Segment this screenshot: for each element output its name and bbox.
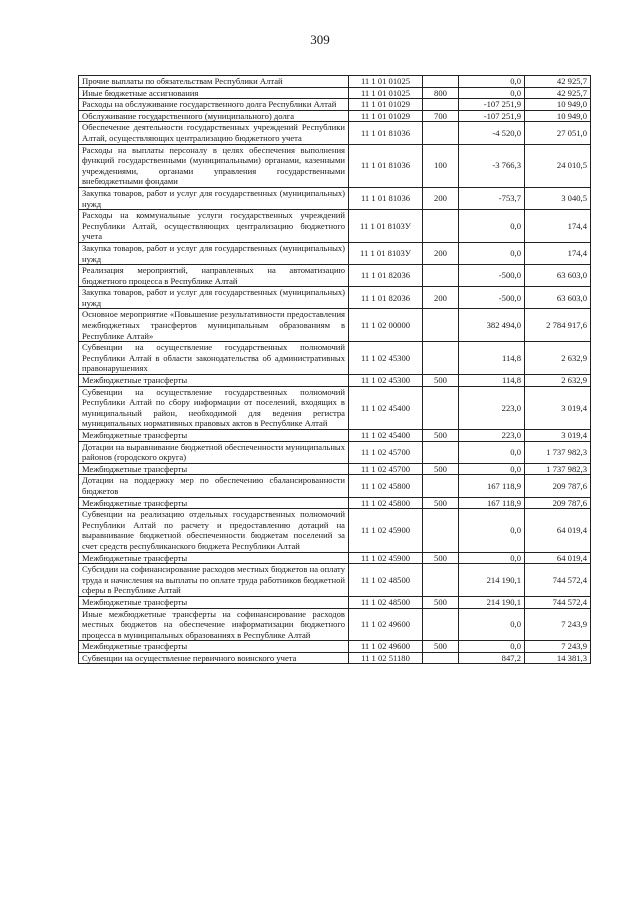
table-row: [79, 652, 591, 664]
row-total-cell: 42 925,7: [525, 76, 591, 88]
row-total-cell: 7 243,9: [525, 641, 591, 653]
row-name-cell: Обеспечение деятельности государственных учреждений Республики Алтай, осуществляющих централизацию бюджетного учета: [79, 122, 349, 144]
row-name-cell: Основное мероприятие «Повышение результативности предоставления межбюджетных трансфертов муниципальным образованиям в Республике Алтай»: [79, 309, 349, 342]
row-total-cell: 209 787,6: [525, 497, 591, 509]
row-type-cell: 500: [423, 375, 459, 387]
table-row: [79, 463, 591, 475]
row-code-cell: 11 1 02 45700: [349, 463, 423, 475]
row-type-cell: [423, 652, 459, 664]
row-name-cell: Реализация мероприятий, направленных на автоматизацию бюджетного процесса в Республике Алтай: [79, 265, 349, 287]
row-change-cell: 167 118,9: [459, 475, 525, 497]
table-row: [79, 110, 591, 122]
table-row: [79, 608, 591, 641]
row-name-cell: Межбюджетные трансферты: [79, 463, 349, 475]
row-total-cell: 14 381,3: [525, 652, 591, 664]
row-change-cell: 847,2: [459, 652, 525, 664]
row-change-cell: 114,8: [459, 342, 525, 375]
row-type-cell: [423, 475, 459, 497]
row-name-cell: Дотации на выравнивание бюджетной обеспеченности муниципальных районов (городского округа): [79, 441, 349, 463]
table-row: [79, 144, 591, 187]
row-name-cell: Межбюджетные трансферты: [79, 641, 349, 653]
row-name-cell: Межбюджетные трансферты: [79, 596, 349, 608]
row-type-cell: [423, 309, 459, 342]
row-code-cell: 11 1 02 51180: [349, 652, 423, 664]
row-total-cell: 64 019,4: [525, 552, 591, 564]
row-total-cell: 2 784 917,6: [525, 309, 591, 342]
row-change-cell: -500,0: [459, 265, 525, 287]
row-total-cell: 64 019,4: [525, 509, 591, 552]
budget-table: [78, 75, 591, 664]
row-name-cell: Закупка товаров, работ и услуг для государственных (муниципальных) нужд: [79, 287, 349, 309]
row-code-cell: 11 1 02 45800: [349, 475, 423, 497]
row-type-cell: 500: [423, 641, 459, 653]
row-total-cell: 42 925,7: [525, 87, 591, 99]
row-code-cell: 11 1 02 45300: [349, 342, 423, 375]
row-total-cell: 24 010,5: [525, 144, 591, 187]
row-name-cell: Межбюджетные трансферты: [79, 375, 349, 387]
row-name-cell: Иные межбюджетные трансферты на софинансирование расходов местных бюджетов на обеспечение информатизации бюджетного процесса в муниципальных образованиях в Республике Алтай: [79, 608, 349, 641]
table-row: [79, 242, 591, 264]
table-row: [79, 265, 591, 287]
row-total-cell: 209 787,6: [525, 475, 591, 497]
row-code-cell: 11 1 01 81036: [349, 144, 423, 187]
table-row: [79, 210, 591, 243]
page-number: 309: [310, 32, 330, 47]
row-code-cell: 11 1 02 45400: [349, 386, 423, 429]
row-type-cell: 500: [423, 596, 459, 608]
row-total-cell: 3 019,4: [525, 386, 591, 429]
table-row: [79, 564, 591, 597]
table-row: [79, 552, 591, 564]
row-code-cell: 11 1 01 01025: [349, 87, 423, 99]
row-name-cell: Субвенции на реализацию отдельных государственных полномочий Республики Алтай по расчету и предоставлению дотаций на выравнивание бюджетной обеспеченности бюджетам поселений за счет средств республиканского бюджета Республики Алтай: [79, 509, 349, 552]
row-name-cell: Субвенции на осуществление государственных полномочий Республики Алтай по сбору информации от поселений, входящих в муниципальный район, необходимой для ведения регистра муниципальных нормативных правовых актов в Республике Алтай: [79, 386, 349, 429]
row-code-cell: 11 1 01 81036: [349, 122, 423, 144]
row-change-cell: -4 520,0: [459, 122, 525, 144]
row-change-cell: 0,0: [459, 210, 525, 243]
row-name-cell: Закупка товаров, работ и услуг для государственных (муниципальных) нужд: [79, 242, 349, 264]
row-code-cell: 11 1 02 49600: [349, 641, 423, 653]
row-code-cell: 11 1 02 45900: [349, 552, 423, 564]
row-change-cell: -107 251,9: [459, 110, 525, 122]
row-change-cell: 214 190,1: [459, 596, 525, 608]
row-change-cell: 0,0: [459, 463, 525, 475]
row-code-cell: 11 1 01 01025: [349, 76, 423, 88]
row-name-cell: Закупка товаров, работ и услуг для государственных (муниципальных) нужд: [79, 187, 349, 209]
row-total-cell: 10 949,0: [525, 99, 591, 111]
row-total-cell: 744 572,4: [525, 564, 591, 597]
row-type-cell: [423, 210, 459, 243]
row-change-cell: 0,0: [459, 441, 525, 463]
row-change-cell: 167 118,9: [459, 497, 525, 509]
row-name-cell: Расходы на обслуживание государственного долга Республики Алтай: [79, 99, 349, 111]
row-total-cell: 63 603,0: [525, 265, 591, 287]
table-row: [79, 76, 591, 88]
row-change-cell: 0,0: [459, 509, 525, 552]
row-name-cell: Субвенции на осуществление первичного воинского учета: [79, 652, 349, 664]
row-total-cell: 174,4: [525, 242, 591, 264]
row-total-cell: 2 632,9: [525, 342, 591, 375]
row-change-cell: 382 494,0: [459, 309, 525, 342]
table-row: [79, 441, 591, 463]
row-type-cell: [423, 76, 459, 88]
row-type-cell: 100: [423, 144, 459, 187]
row-type-cell: 800: [423, 87, 459, 99]
row-change-cell: -500,0: [459, 287, 525, 309]
row-type-cell: [423, 564, 459, 597]
row-code-cell: 11 1 02 45300: [349, 375, 423, 387]
table-row: [79, 309, 591, 342]
row-change-cell: 0,0: [459, 608, 525, 641]
row-name-cell: Субсидии на софинансирование расходов местных бюджетов на оплату труда и начисления на выплаты по оплате труда работников бюджетной сферы в Республике Алтай: [79, 564, 349, 597]
row-type-cell: [423, 99, 459, 111]
row-code-cell: 11 1 01 01029: [349, 99, 423, 111]
table-row: [79, 87, 591, 99]
row-type-cell: 500: [423, 430, 459, 442]
row-change-cell: 0,0: [459, 242, 525, 264]
row-code-cell: 11 1 01 8103У: [349, 210, 423, 243]
row-code-cell: 11 1 02 45400: [349, 430, 423, 442]
row-name-cell: Прочие выплаты по обязательствам Республики Алтай: [79, 76, 349, 88]
table-row: [79, 187, 591, 209]
row-code-cell: 11 1 01 82036: [349, 265, 423, 287]
row-type-cell: 700: [423, 110, 459, 122]
row-code-cell: 11 1 02 45800: [349, 497, 423, 509]
row-total-cell: 2 632,9: [525, 375, 591, 387]
table-row: [79, 509, 591, 552]
row-type-cell: [423, 342, 459, 375]
row-change-cell: 223,0: [459, 430, 525, 442]
row-total-cell: 63 603,0: [525, 287, 591, 309]
row-type-cell: [423, 386, 459, 429]
table-row: [79, 99, 591, 111]
table-row: [79, 475, 591, 497]
row-total-cell: 27 051,0: [525, 122, 591, 144]
row-name-cell: Иные бюджетные ассигнования: [79, 87, 349, 99]
row-total-cell: 7 243,9: [525, 608, 591, 641]
row-code-cell: 11 1 01 81036: [349, 187, 423, 209]
row-code-cell: 11 1 02 48500: [349, 564, 423, 597]
row-change-cell: -753,7: [459, 187, 525, 209]
row-type-cell: 200: [423, 287, 459, 309]
row-code-cell: 11 1 01 01029: [349, 110, 423, 122]
row-type-cell: 200: [423, 187, 459, 209]
table-row: [79, 375, 591, 387]
row-code-cell: 11 1 02 48500: [349, 596, 423, 608]
row-type-cell: [423, 122, 459, 144]
row-name-cell: Межбюджетные трансферты: [79, 552, 349, 564]
row-type-cell: 500: [423, 552, 459, 564]
row-change-cell: 214 190,1: [459, 564, 525, 597]
row-change-cell: 114,8: [459, 375, 525, 387]
row-change-cell: 223,0: [459, 386, 525, 429]
row-change-cell: -107 251,9: [459, 99, 525, 111]
row-change-cell: -3 766,3: [459, 144, 525, 187]
budget-table-body: [79, 76, 591, 664]
row-type-cell: [423, 265, 459, 287]
table-row: [79, 430, 591, 442]
row-name-cell: Межбюджетные трансферты: [79, 430, 349, 442]
row-total-cell: 3 019,4: [525, 430, 591, 442]
row-code-cell: 11 1 02 45700: [349, 441, 423, 463]
row-change-cell: 0,0: [459, 552, 525, 564]
row-type-cell: [423, 509, 459, 552]
row-total-cell: 174,4: [525, 210, 591, 243]
row-name-cell: Расходы на выплаты персоналу в целях обеспечения выполнения функций государственными (муниципальными) органами, казенными учреждениями, органами управления государственными внебюджетными фондами: [79, 144, 349, 187]
row-total-cell: 1 737 982,3: [525, 441, 591, 463]
table-row: [79, 641, 591, 653]
row-code-cell: 11 1 02 45900: [349, 509, 423, 552]
row-name-cell: Субвенции на осуществление государственных полномочий Республики Алтай в области законодательства об административных правонарушениях: [79, 342, 349, 375]
table-row: [79, 386, 591, 429]
row-change-cell: 0,0: [459, 641, 525, 653]
row-code-cell: 11 1 02 49600: [349, 608, 423, 641]
row-type-cell: [423, 441, 459, 463]
table-row: [79, 122, 591, 144]
table-row: [79, 342, 591, 375]
row-code-cell: 11 1 02 00000: [349, 309, 423, 342]
row-type-cell: 500: [423, 497, 459, 509]
row-total-cell: 10 949,0: [525, 110, 591, 122]
row-code-cell: 11 1 01 8103У: [349, 242, 423, 264]
table-row: [79, 287, 591, 309]
row-name-cell: Расходы на коммунальные услуги государственных учреждений Республики Алтай, осуществляющих централизацию бюджетного учета: [79, 210, 349, 243]
row-total-cell: 3 040,5: [525, 187, 591, 209]
row-total-cell: 1 737 982,3: [525, 463, 591, 475]
row-code-cell: 11 1 01 82036: [349, 287, 423, 309]
row-name-cell: Обслуживание государственного (муниципального) долга: [79, 110, 349, 122]
row-type-cell: 500: [423, 463, 459, 475]
row-total-cell: 744 572,4: [525, 596, 591, 608]
table-row: [79, 596, 591, 608]
row-type-cell: [423, 608, 459, 641]
row-name-cell: Дотации на поддержку мер по обеспечению сбалансированности бюджетов: [79, 475, 349, 497]
row-name-cell: Межбюджетные трансферты: [79, 497, 349, 509]
row-type-cell: 200: [423, 242, 459, 264]
row-change-cell: 0,0: [459, 76, 525, 88]
table-row: [79, 497, 591, 509]
row-change-cell: 0,0: [459, 87, 525, 99]
